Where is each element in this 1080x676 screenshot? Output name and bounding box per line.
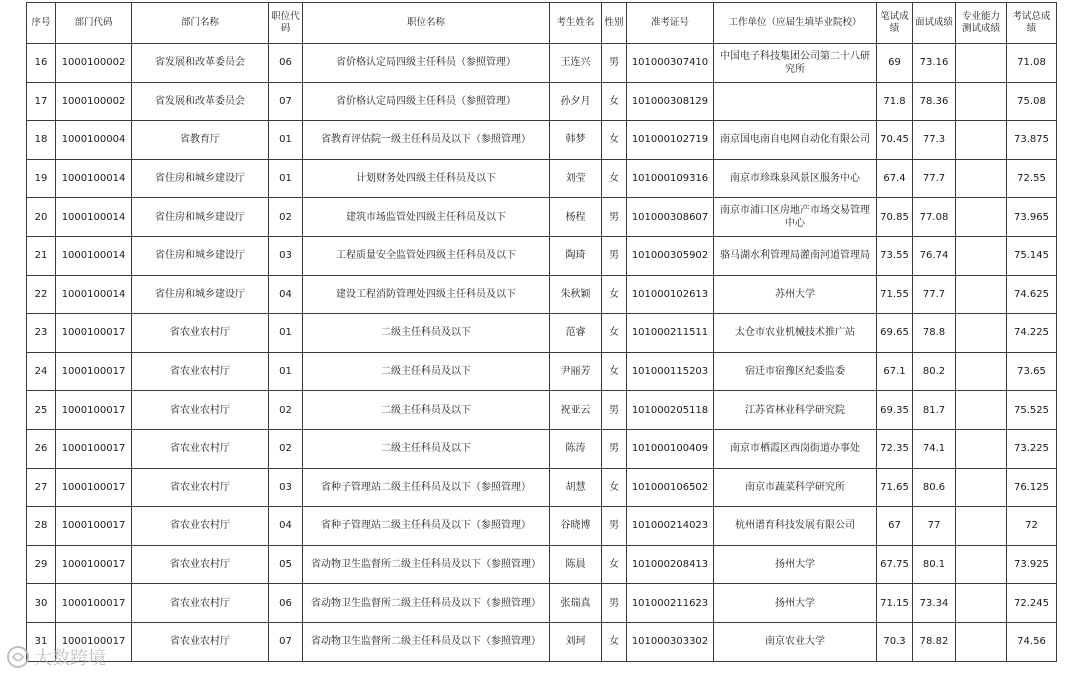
cell-pro-test [956, 545, 1007, 584]
cell-pos-code: 01 [269, 159, 303, 198]
cell-pro-test [956, 584, 1007, 623]
cell-work-unit: 南京市珍珠泉风景区服务中心 [714, 159, 877, 198]
cell-cand-name: 祝亚云 [550, 391, 602, 430]
cell-pos-name: 省价格认定局四级主任科员（参照管理） [303, 82, 550, 121]
cell-ticket: 101000106502 [627, 468, 714, 507]
header-written: 笔试成绩 [877, 3, 913, 44]
cell-total: 74.625 [1007, 275, 1057, 314]
cell-interview: 77.7 [913, 275, 956, 314]
cell-pos-name: 二级主任科员及以下 [303, 314, 550, 353]
cell-cand-name: 杨程 [550, 198, 602, 237]
cell-dept-name: 省农业农村厅 [132, 584, 269, 623]
cell-pro-test [956, 159, 1007, 198]
cell-seq: 28 [27, 507, 56, 546]
cell-dept-code: 1000100002 [56, 44, 132, 83]
table-row [27, 352, 1057, 391]
cell-written: 67.1 [877, 352, 913, 391]
cell-dept-name: 省农业农村厅 [132, 545, 269, 584]
cell-interview: 78.36 [913, 82, 956, 121]
cell-work-unit: 南京农业大学 [714, 622, 877, 661]
cell-dept-code: 1000100017 [56, 314, 132, 353]
cell-dept-name: 省农业农村厅 [132, 429, 269, 468]
cell-pos-code: 07 [269, 82, 303, 121]
cell-pos-code: 01 [269, 314, 303, 353]
table-row [27, 622, 1057, 661]
cell-dept-name: 省住房和城乡建设厅 [132, 198, 269, 237]
cell-written: 73.55 [877, 236, 913, 275]
cell-ticket: 101000109316 [627, 159, 714, 198]
cell-cand-name: 陈晨 [550, 545, 602, 584]
cell-pro-test [956, 44, 1007, 83]
cell-dept-code: 1000100017 [56, 468, 132, 507]
cell-written: 67.75 [877, 545, 913, 584]
cell-work-unit: 南京国电南自电网自动化有限公司 [714, 121, 877, 160]
cell-total: 71.08 [1007, 44, 1057, 83]
cell-cand-name: 尹丽芳 [550, 352, 602, 391]
cell-interview: 76.74 [913, 236, 956, 275]
cell-interview: 78.82 [913, 622, 956, 661]
cell-ticket: 101000303302 [627, 622, 714, 661]
header-dept-code: 部门代码 [56, 3, 132, 44]
cell-cand-name: 谷晓博 [550, 507, 602, 546]
cell-total: 76.125 [1007, 468, 1057, 507]
cell-ticket: 101000102613 [627, 275, 714, 314]
cell-interview: 77.7 [913, 159, 956, 198]
cell-seq: 17 [27, 82, 56, 121]
cell-pro-test [956, 391, 1007, 430]
cell-work-unit: 宿迁市宿豫区纪委监委 [714, 352, 877, 391]
cell-pos-code: 04 [269, 507, 303, 546]
cell-pro-test [956, 352, 1007, 391]
cell-written: 71.15 [877, 584, 913, 623]
cell-gender: 女 [602, 352, 627, 391]
cell-pos-name: 二级主任科员及以下 [303, 391, 550, 430]
cell-dept-name: 省住房和城乡建设厅 [132, 236, 269, 275]
cell-ticket: 101000208413 [627, 545, 714, 584]
cell-interview: 81.7 [913, 391, 956, 430]
cell-work-unit [714, 82, 877, 121]
cell-work-unit: 苏州大学 [714, 275, 877, 314]
cell-dept-code: 1000100014 [56, 198, 132, 237]
table-row [27, 584, 1057, 623]
cell-pos-code: 01 [269, 121, 303, 160]
header-ticket: 准考证号 [627, 3, 714, 44]
cell-pos-code: 03 [269, 468, 303, 507]
cell-written: 70.45 [877, 121, 913, 160]
header-pos-name: 职位名称 [303, 3, 550, 44]
cell-written: 67 [877, 507, 913, 546]
cell-pos-name: 计划财务处四级主任科员及以下 [303, 159, 550, 198]
cell-pos-code: 05 [269, 545, 303, 584]
table-row [27, 507, 1057, 546]
cell-ticket: 101000115203 [627, 352, 714, 391]
header-dept-name: 部门名称 [132, 3, 269, 44]
cell-pro-test [956, 314, 1007, 353]
cell-gender: 女 [602, 275, 627, 314]
cell-seq: 24 [27, 352, 56, 391]
cell-interview: 80.1 [913, 545, 956, 584]
cell-written: 72.35 [877, 429, 913, 468]
cell-dept-code: 1000100002 [56, 82, 132, 121]
cell-pro-test [956, 429, 1007, 468]
cell-dept-code: 1000100014 [56, 159, 132, 198]
cell-interview: 77 [913, 507, 956, 546]
cell-written: 69 [877, 44, 913, 83]
cell-pos-code: 02 [269, 429, 303, 468]
watermark-logo-icon [6, 645, 30, 669]
header-seq: 序号 [27, 3, 56, 44]
cell-work-unit: 中国电子科技集团公司第二十八研究所 [714, 44, 877, 83]
cell-interview: 80.6 [913, 468, 956, 507]
cell-gender: 男 [602, 584, 627, 623]
cell-work-unit: 扬州大学 [714, 584, 877, 623]
cell-gender: 男 [602, 198, 627, 237]
cell-dept-name: 省农业农村厅 [132, 314, 269, 353]
cell-ticket: 101000308607 [627, 198, 714, 237]
score-table-sheet [26, 2, 1056, 662]
cell-dept-name: 省发展和改革委员会 [132, 82, 269, 121]
cell-pro-test [956, 507, 1007, 546]
cell-dept-code: 1000100017 [56, 545, 132, 584]
cell-cand-name: 胡慧 [550, 468, 602, 507]
table-row [27, 468, 1057, 507]
cell-pos-code: 01 [269, 352, 303, 391]
cell-ticket: 101000211511 [627, 314, 714, 353]
table-body [27, 44, 1057, 662]
cell-work-unit: 骆马湖水利管理局灌南河道管理局 [714, 236, 877, 275]
cell-interview: 77.3 [913, 121, 956, 160]
cell-seq: 31 [27, 622, 56, 661]
cell-pos-name: 省种子管理站二级主任科员及以下（参照管理） [303, 507, 550, 546]
cell-total: 74.225 [1007, 314, 1057, 353]
cell-pos-code: 06 [269, 584, 303, 623]
cell-gender: 女 [602, 622, 627, 661]
cell-total: 75.525 [1007, 391, 1057, 430]
cell-pos-name: 省教育评估院一级主任科员及以下（参照管理） [303, 121, 550, 160]
header-gender: 性别 [602, 3, 627, 44]
cell-written: 70.85 [877, 198, 913, 237]
cell-cand-name: 朱秋颖 [550, 275, 602, 314]
cell-total: 75.08 [1007, 82, 1057, 121]
cell-total: 73.875 [1007, 121, 1057, 160]
cell-total: 73.925 [1007, 545, 1057, 584]
cell-seq: 30 [27, 584, 56, 623]
cell-pos-name: 省价格认定局四级主任科员（参照管理） [303, 44, 550, 83]
cell-interview: 78.8 [913, 314, 956, 353]
cell-dept-code: 1000100004 [56, 121, 132, 160]
cell-ticket: 101000205118 [627, 391, 714, 430]
table-row [27, 159, 1057, 198]
cell-pos-name: 建筑市场监管处四级主任科员及以下 [303, 198, 550, 237]
score-table [26, 2, 1057, 662]
cell-ticket: 101000211623 [627, 584, 714, 623]
cell-total: 73.225 [1007, 429, 1057, 468]
cell-gender: 女 [602, 314, 627, 353]
watermark-text: 大数跨境 [34, 648, 106, 669]
cell-gender: 男 [602, 391, 627, 430]
cell-work-unit: 南京市蔬菜科学研究所 [714, 468, 877, 507]
cell-seq: 20 [27, 198, 56, 237]
cell-pos-code: 02 [269, 391, 303, 430]
table-row [27, 82, 1057, 121]
cell-dept-code: 1000100017 [56, 391, 132, 430]
cell-written: 71.8 [877, 82, 913, 121]
cell-interview: 73.34 [913, 584, 956, 623]
cell-seq: 25 [27, 391, 56, 430]
cell-pos-code: 04 [269, 275, 303, 314]
cell-pro-test [956, 198, 1007, 237]
cell-pos-name: 省动物卫生监督所二级主任科员及以下（参照管理） [303, 584, 550, 623]
cell-written: 70.3 [877, 622, 913, 661]
header-row [27, 3, 1057, 44]
cell-written: 71.65 [877, 468, 913, 507]
cell-dept-name: 省住房和城乡建设厅 [132, 275, 269, 314]
cell-gender: 女 [602, 159, 627, 198]
cell-cand-name: 范睿 [550, 314, 602, 353]
cell-ticket: 101000100409 [627, 429, 714, 468]
cell-work-unit: 扬州大学 [714, 545, 877, 584]
cell-pos-name: 省种子管理站二级主任科员及以下（参照管理） [303, 468, 550, 507]
cell-dept-code: 1000100017 [56, 507, 132, 546]
cell-pos-code: 07 [269, 622, 303, 661]
cell-total: 74.56 [1007, 622, 1057, 661]
cell-ticket: 101000307410 [627, 44, 714, 83]
cell-ticket: 101000305902 [627, 236, 714, 275]
cell-cand-name: 陶琦 [550, 236, 602, 275]
cell-seq: 18 [27, 121, 56, 160]
cell-ticket: 101000102719 [627, 121, 714, 160]
cell-dept-code: 1000100017 [56, 622, 132, 661]
cell-seq: 23 [27, 314, 56, 353]
cell-pos-name: 建设工程消防管理处四级主任科员及以下 [303, 275, 550, 314]
cell-seq: 21 [27, 236, 56, 275]
cell-total: 73.965 [1007, 198, 1057, 237]
table-row [27, 314, 1057, 353]
cell-pos-name: 二级主任科员及以下 [303, 352, 550, 391]
cell-dept-name: 省住房和城乡建设厅 [132, 159, 269, 198]
cell-pro-test [956, 82, 1007, 121]
cell-dept-name: 省农业农村厅 [132, 622, 269, 661]
cell-seq: 16 [27, 44, 56, 83]
cell-cand-name: 韩梦 [550, 121, 602, 160]
header-pro-test: 专业能力测试成绩 [956, 3, 1007, 44]
cell-cand-name: 张瑞真 [550, 584, 602, 623]
cell-cand-name: 刘莹 [550, 159, 602, 198]
cell-gender: 男 [602, 236, 627, 275]
cell-total: 72.245 [1007, 584, 1057, 623]
cell-written: 69.65 [877, 314, 913, 353]
cell-cand-name: 刘珂 [550, 622, 602, 661]
cell-dept-name: 省教育厅 [132, 121, 269, 160]
cell-work-unit: 南京市栖霞区西岗街道办事处 [714, 429, 877, 468]
table-row [27, 198, 1057, 237]
table-row [27, 545, 1057, 584]
cell-gender: 女 [602, 121, 627, 160]
cell-gender: 男 [602, 507, 627, 546]
cell-pro-test [956, 622, 1007, 661]
cell-work-unit: 南京市浦口区房地产市场交易管理中心 [714, 198, 877, 237]
cell-dept-name: 省发展和改革委员会 [132, 44, 269, 83]
cell-total: 75.145 [1007, 236, 1057, 275]
cell-dept-name: 省农业农村厅 [132, 391, 269, 430]
cell-gender: 女 [602, 468, 627, 507]
cell-pos-name: 省动物卫生监督所二级主任科员及以下（参照管理） [303, 545, 550, 584]
cell-seq: 26 [27, 429, 56, 468]
cell-total: 73.65 [1007, 352, 1057, 391]
cell-dept-name: 省农业农村厅 [132, 507, 269, 546]
table-row [27, 391, 1057, 430]
cell-seq: 29 [27, 545, 56, 584]
cell-pro-test [956, 468, 1007, 507]
table-row [27, 44, 1057, 83]
cell-pro-test [956, 275, 1007, 314]
cell-cand-name: 孙夕月 [550, 82, 602, 121]
header-total: 考试总成绩 [1007, 3, 1057, 44]
table-header [27, 3, 1057, 44]
cell-pos-name: 工程质量安全监管处四级主任科员及以下 [303, 236, 550, 275]
cell-interview: 77.08 [913, 198, 956, 237]
cell-ticket: 101000214023 [627, 507, 714, 546]
watermark [6, 642, 156, 672]
cell-gender: 男 [602, 44, 627, 83]
cell-work-unit: 太仓市农业机械技术推广站 [714, 314, 877, 353]
cell-work-unit: 杭州谱育科技发展有限公司 [714, 507, 877, 546]
cell-cand-name: 王连兴 [550, 44, 602, 83]
header-interview: 面试成绩 [913, 3, 956, 44]
header-cand-name: 考生姓名 [550, 3, 602, 44]
cell-seq: 19 [27, 159, 56, 198]
cell-interview: 80.2 [913, 352, 956, 391]
cell-pos-code: 06 [269, 44, 303, 83]
cell-dept-code: 1000100014 [56, 275, 132, 314]
cell-dept-name: 省农业农村厅 [132, 352, 269, 391]
header-work-unit: 工作单位（应届生填毕业院校） [714, 3, 877, 44]
cell-ticket: 101000308129 [627, 82, 714, 121]
table-row [27, 236, 1057, 275]
table-row [27, 275, 1057, 314]
cell-written: 67.4 [877, 159, 913, 198]
cell-pos-name: 二级主任科员及以下 [303, 429, 550, 468]
cell-dept-code: 1000100014 [56, 236, 132, 275]
cell-pro-test [956, 236, 1007, 275]
cell-pro-test [956, 121, 1007, 160]
cell-pos-code: 03 [269, 236, 303, 275]
cell-cand-name: 陈涛 [550, 429, 602, 468]
cell-work-unit: 江苏省林业科学研究院 [714, 391, 877, 430]
cell-written: 71.55 [877, 275, 913, 314]
table-row [27, 121, 1057, 160]
cell-pos-code: 02 [269, 198, 303, 237]
cell-dept-code: 1000100017 [56, 429, 132, 468]
cell-seq: 27 [27, 468, 56, 507]
cell-total: 72 [1007, 507, 1057, 546]
cell-gender: 男 [602, 429, 627, 468]
cell-pos-name: 省动物卫生监督所二级主任科员及以下（参照管理） [303, 622, 550, 661]
cell-dept-name: 省农业农村厅 [132, 468, 269, 507]
cell-gender: 女 [602, 545, 627, 584]
header-pos-code: 职位代码 [269, 3, 303, 44]
cell-total: 72.55 [1007, 159, 1057, 198]
cell-seq: 22 [27, 275, 56, 314]
table-row [27, 429, 1057, 468]
cell-interview: 73.16 [913, 44, 956, 83]
cell-gender: 女 [602, 82, 627, 121]
cell-dept-code: 1000100017 [56, 352, 132, 391]
cell-interview: 74.1 [913, 429, 956, 468]
cell-written: 69.35 [877, 391, 913, 430]
cell-dept-code: 1000100017 [56, 584, 132, 623]
